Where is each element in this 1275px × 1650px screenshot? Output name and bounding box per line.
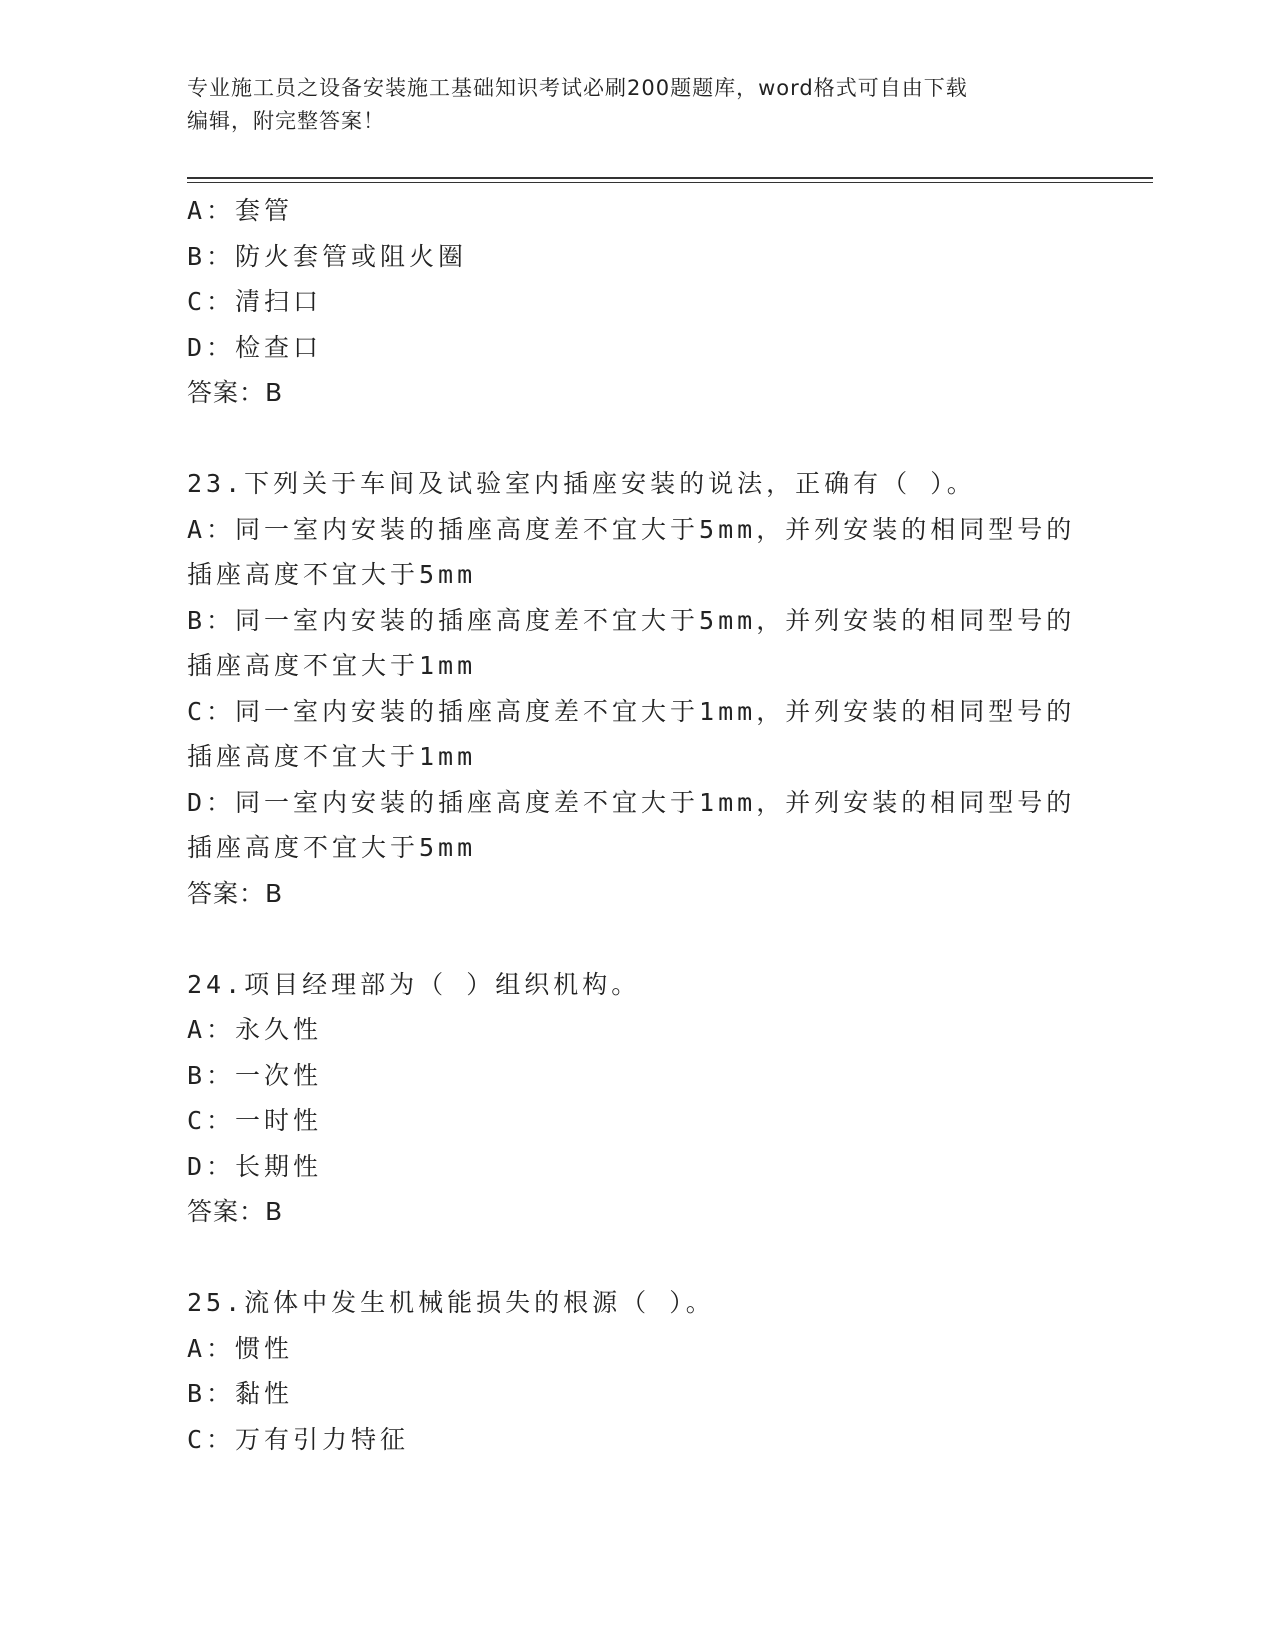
- q22-option-a: A：套管: [187, 196, 294, 225]
- q24-option-a: A：永久性: [187, 1015, 323, 1044]
- q25-question: 25.流体中发生机械能损失的根源（ ）。: [187, 1288, 715, 1317]
- header-divider-thick: [187, 177, 1153, 179]
- q24-option-c: C：一时性: [187, 1106, 323, 1135]
- q23-option-c-line-1: C：同一室内安装的插座高度差不宜大于1mm，并列安装的相同型号的: [187, 696, 1076, 726]
- q25-option-c: C：万有引力特征: [187, 1424, 410, 1454]
- q24-option-b: B：一次性: [187, 1060, 323, 1090]
- q22-answer: 答案：B: [187, 378, 284, 407]
- q23-option-d-line-2: 插座高度不宜大于5mm: [187, 833, 477, 862]
- header-divider-thin: [187, 182, 1153, 183]
- q23-option-c-line-2: 插座高度不宜大于1mm: [187, 742, 477, 771]
- q23-option-b-line-2: 插座高度不宜大于1mm: [187, 651, 477, 680]
- header-line-2: 编辑，附完整答案！: [187, 109, 385, 133]
- q23-question: 23.下列关于车间及试验室内插座安装的说法，正确有（ ）。: [187, 469, 976, 498]
- q22-option-b: B：防火套管或阻火圈: [187, 241, 468, 271]
- question-23: [187, 461, 1087, 916]
- q23-answer: 答案：B: [187, 878, 284, 908]
- q23-option-a-line-1: A：同一室内安装的插座高度差不宜大于5mm，并列安装的相同型号的: [187, 514, 1076, 544]
- q24-answer: 答案：B: [187, 1197, 284, 1226]
- spacer: [187, 916, 1087, 962]
- q24-option-d: D：长期性: [187, 1151, 323, 1181]
- q22-option-c: C：清扫口: [187, 287, 323, 316]
- q23-option-a-line-2: 插座高度不宜大于5mm: [187, 560, 477, 589]
- q25-option-a: A：惯性: [187, 1333, 294, 1363]
- header-line-1: 专业施工员之设备安装施工基础知识考试必刷200题题库，word格式可自由下载: [187, 76, 968, 100]
- question-content: [187, 188, 1087, 1462]
- q25-option-b: B：黏性: [187, 1379, 294, 1408]
- spacer: [187, 1235, 1087, 1281]
- q23-option-d-line-1: D：同一室内安装的插座高度差不宜大于1mm，并列安装的相同型号的: [187, 787, 1076, 817]
- q24-question: 24.项目经理部为（ ）组织机构。: [187, 969, 641, 999]
- q23-option-b-line-1: B：同一室内安装的插座高度差不宜大于5mm，并列安装的相同型号的: [187, 605, 1076, 635]
- question-25: [187, 1280, 1087, 1462]
- document-header: [187, 72, 1067, 138]
- question-22-options: [187, 188, 1087, 416]
- question-24: [187, 962, 1087, 1235]
- q22-option-d: D：检查口: [187, 332, 323, 362]
- spacer: [187, 416, 1087, 462]
